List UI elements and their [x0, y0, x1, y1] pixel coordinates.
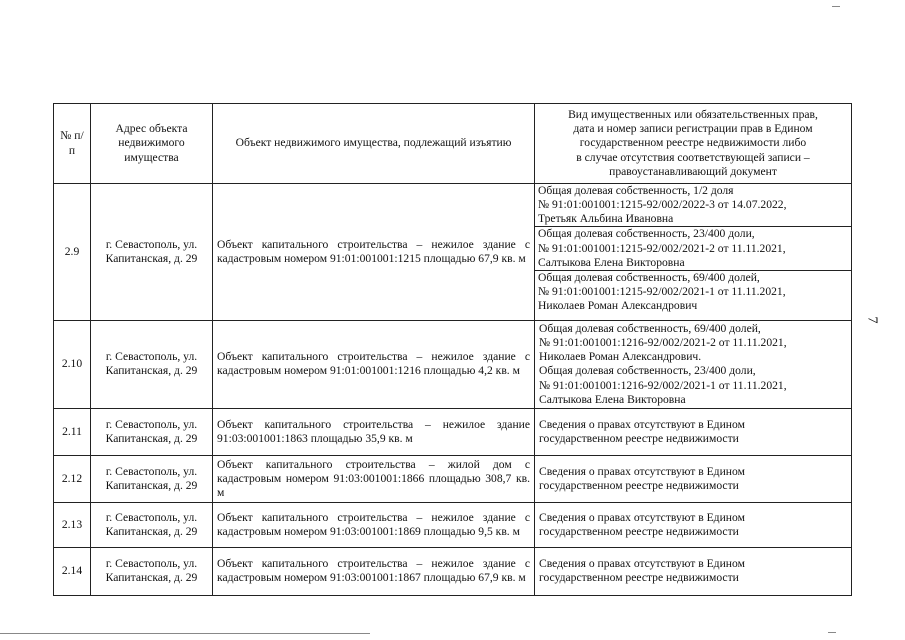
table-row — [54, 455, 852, 502]
rights-entry — [539, 511, 847, 539]
row-number: 2.14 — [54, 547, 91, 595]
header-address: Адрес объекта недвижимого имущества — [91, 104, 213, 184]
row-object: Объект капитального строительства – нежилое здание с кадастровым номером 91:03:001001:1869 площадью 9,5 кв. м — [213, 502, 535, 547]
rights-line: Общая долевая собственность, 1/2 доля — [538, 184, 734, 197]
row-number: 2.13 — [54, 502, 91, 547]
rights-line: Николаев Роман Александрович — [538, 299, 698, 313]
row-rights — [535, 502, 852, 547]
property-table — [53, 103, 852, 596]
row-object: Объект капитального строительства – жилой дом с кадастровым номером 91:03:001001:1866 площадью 308,7 кв. м — [213, 455, 535, 502]
header-num: № п/п — [54, 104, 91, 184]
header-rights-line: правоустанавливающий документ — [609, 164, 777, 178]
table-row — [54, 547, 852, 595]
rights-line: государственном реестре недвижимости — [539, 478, 739, 492]
row-address: г. Севастополь, ул. Капитанская, д. 29 — [91, 408, 213, 455]
rights-line: Сведения о правах отсутствуют в Едином — [539, 510, 745, 524]
table-row — [54, 321, 852, 409]
row-rights — [535, 455, 852, 502]
rights-line: Сведения о правах отсутствуют в Едином — [539, 417, 745, 431]
rights-line: государственном реестре недвижимости — [539, 431, 739, 445]
row-object: Объект капитального строительства – нежилое здание с кадастровым номером 91:01:001001:1215 площадью 67,9 кв. м — [213, 184, 535, 321]
row-number: 2.12 — [54, 455, 91, 502]
rights-entry — [539, 465, 847, 493]
table-row — [54, 408, 852, 455]
scan-mark — [832, 6, 840, 7]
row-address: г. Севастополь, ул. Капитанская, д. 29 — [91, 502, 213, 547]
page-number: 7 — [864, 316, 880, 324]
rights-line: № 91:01:001001:1215-92/002/2022-3 от 14.07.2022, — [538, 198, 787, 212]
header-rights-line: Вид имущественных или обязательственных прав, — [568, 108, 818, 122]
table-header-row — [54, 104, 852, 184]
rights-line: Общая долевая собственность, 69/400 долей, — [539, 322, 761, 335]
row-address: г. Севастополь, ул. Капитанская, д. 29 — [91, 184, 213, 321]
row-number: 2.11 — [54, 408, 91, 455]
row-object: Объект капитального строительства – нежилое здание 91:03:001001:1863 площадью 35,9 кв. м — [213, 408, 535, 455]
table-row — [54, 184, 852, 321]
rights-entry — [535, 271, 851, 313]
rights-line: Третьяк Альбина Ивановна — [538, 212, 674, 226]
table-row — [54, 502, 852, 547]
header-object: Объект недвижимого имущества, подлежащий изъятию — [213, 104, 535, 184]
rights-entry — [539, 557, 847, 585]
rights-entry — [539, 322, 847, 407]
rights-line: Общая долевая собственность, 69/400 долей, — [538, 270, 760, 284]
rights-line: № 91:01:001001:1216-92/002/2021-1 от 11.11.2021, — [539, 378, 787, 392]
rights-line: № 91:01:001001:1215-92/002/2021-2 от 11.11.2021, — [538, 241, 786, 255]
rights-line: № 91:01:001001:1216-92/002/2021-2 от 11.11.2021, — [539, 336, 787, 350]
row-address: г. Севастополь, ул. Капитанская, д. 29 — [91, 321, 213, 409]
rights-line: Салтыкова Елена Викторовна — [539, 392, 686, 406]
rights-line: Общая долевая собственность, 23/400 доли, — [538, 227, 755, 241]
scan-mark — [828, 632, 836, 633]
rights-line: Николаев Роман Александрович. — [539, 350, 702, 364]
header-rights-line: государственном реестре недвижимости либо — [579, 136, 807, 150]
scan-edge-line — [0, 633, 370, 634]
header-rights — [535, 104, 852, 184]
rights-line: Салтыкова Елена Викторовна — [538, 255, 685, 269]
rights-entry — [535, 184, 851, 227]
rights-line: Сведения о правах отсутствуют в Едином — [539, 464, 745, 478]
rights-line: государственном реестре недвижимости — [539, 524, 739, 538]
row-number: 2.10 — [54, 321, 91, 409]
row-rights — [535, 547, 852, 595]
row-object: Объект капитального строительства – нежилое здание с кадастровым номером 91:03:001001:1867 площадью 67,9 кв. м — [213, 547, 535, 595]
row-rights — [535, 321, 852, 409]
rights-line: № 91:01:001001:1215-92/002/2021-1 от 11.11.2021, — [538, 284, 786, 298]
rights-line: государственном реестре недвижимости — [539, 571, 739, 585]
row-address: г. Севастополь, ул. Капитанская, д. 29 — [91, 455, 213, 502]
header-rights-line: в случае отсутствия соответствующей записи – — [576, 150, 810, 164]
row-object: Объект капитального строительства – нежилое здание с кадастровым номером 91:01:001001:1216 площадью 4,2 кв. м — [213, 321, 535, 409]
rights-line: Сведения о правах отсутствуют в Едином — [539, 557, 745, 571]
rights-entry — [535, 227, 851, 270]
rights-entry — [539, 418, 847, 446]
row-address: г. Севастополь, ул. Капитанская, д. 29 — [91, 547, 213, 595]
row-rights — [535, 184, 852, 321]
header-rights-line: дата и номер записи регистрации прав в Едином — [573, 122, 813, 136]
rights-line: Общая долевая собственность, 23/400 доли, — [539, 364, 756, 378]
row-number: 2.9 — [54, 184, 91, 321]
row-rights — [535, 408, 852, 455]
